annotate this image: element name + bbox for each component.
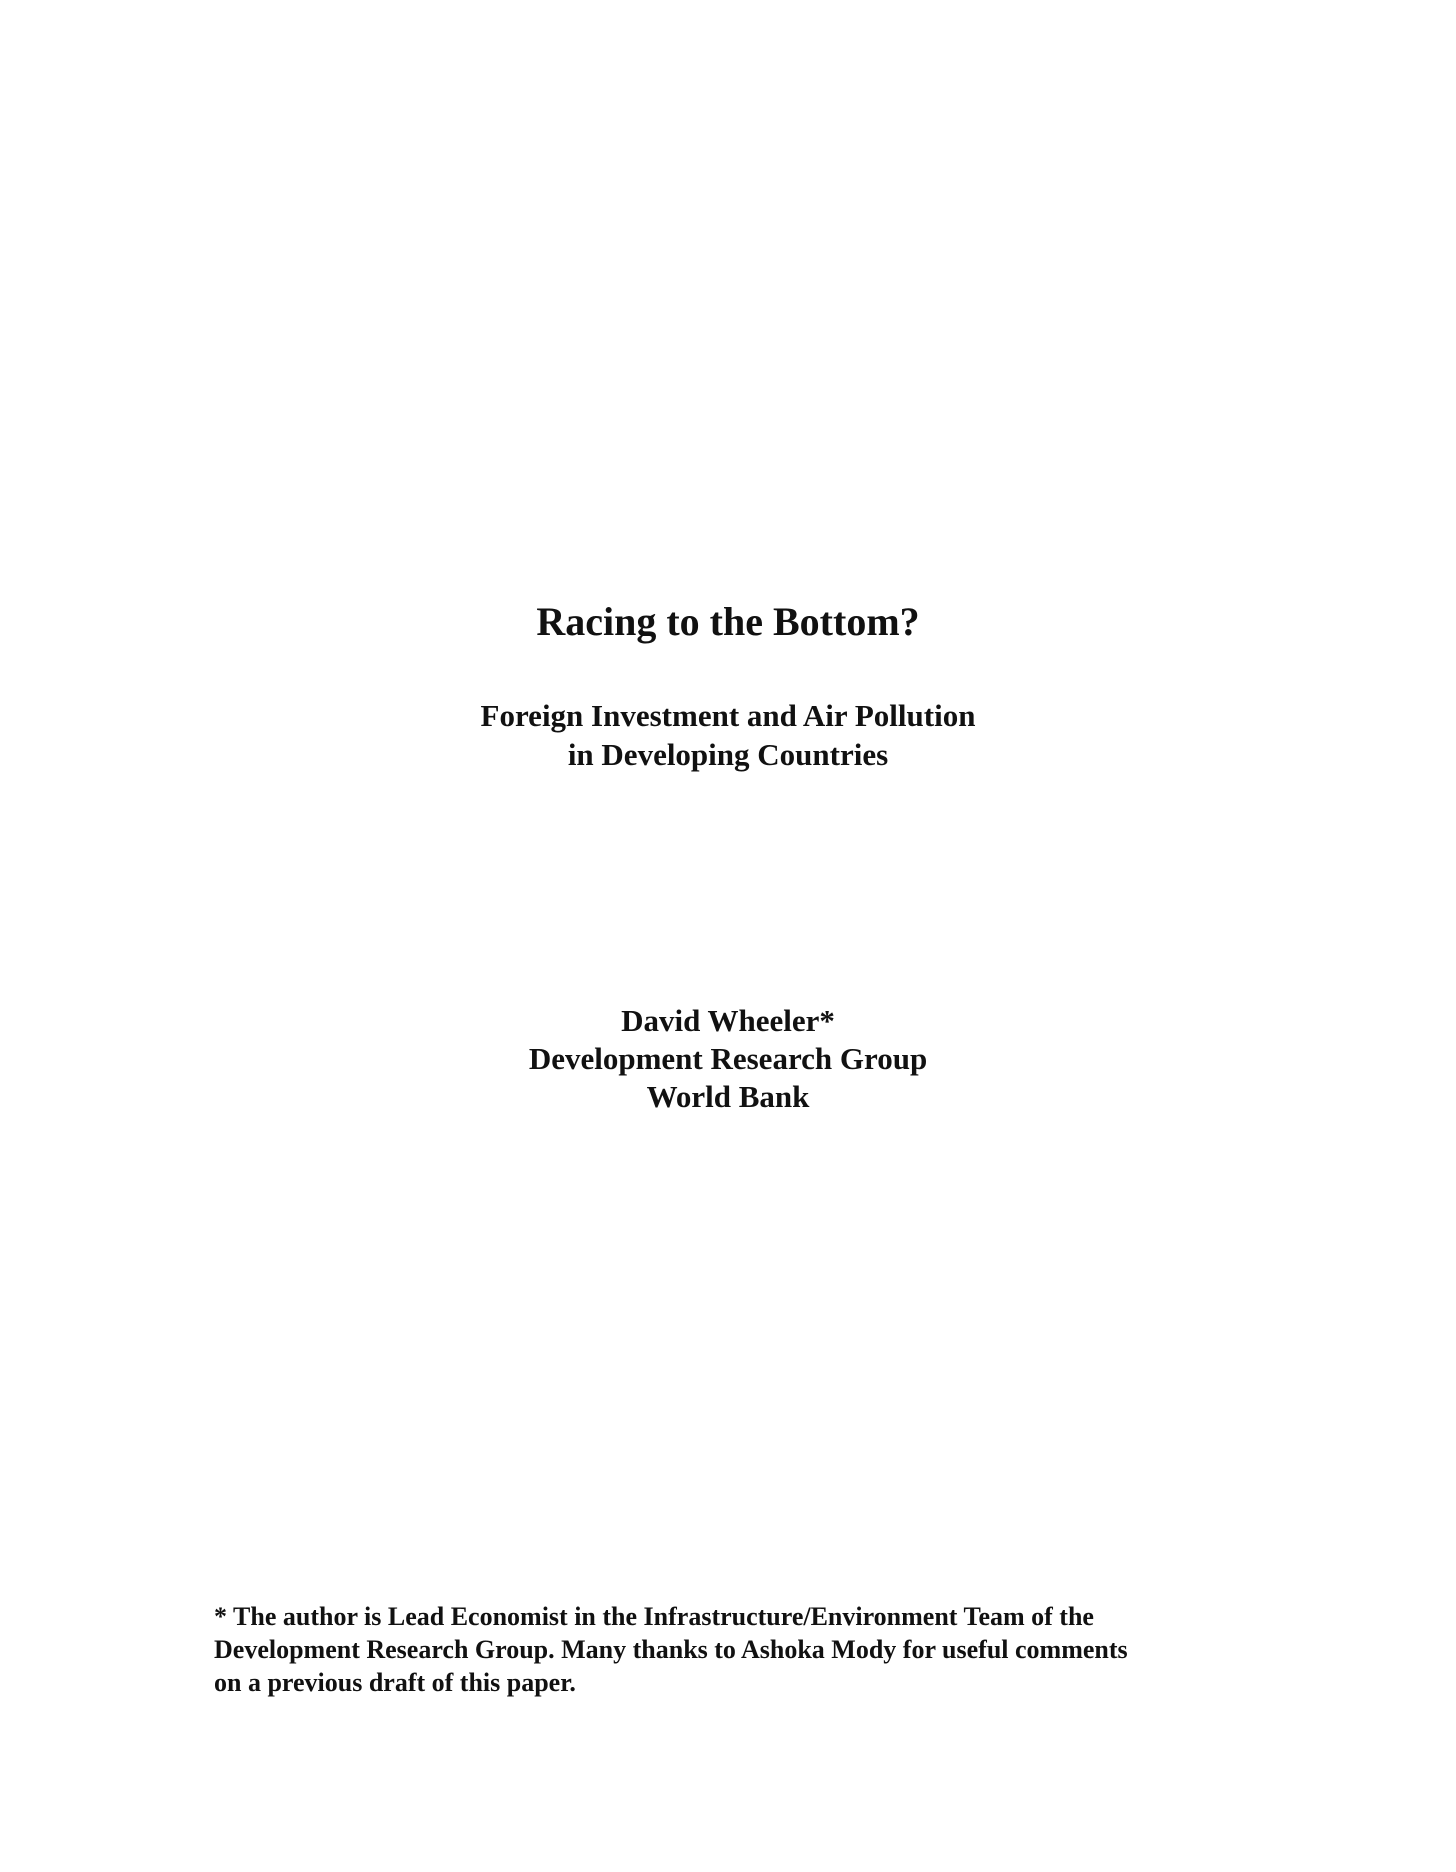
author-block bbox=[0, 1002, 1456, 1116]
author-group: Development Research Group bbox=[528, 1041, 928, 1076]
subtitle-line-1: Foreign Investment and Air Pollution bbox=[480, 698, 976, 733]
footnote-line-3: on a previous draft of this paper. bbox=[214, 1668, 576, 1697]
footnote-line-1: * The author is Lead Economist in the Infrastructure/Environment Team of the bbox=[214, 1602, 1094, 1631]
author-name: David Wheeler* bbox=[621, 1003, 835, 1038]
paper-subtitle bbox=[0, 696, 1456, 774]
paper-title bbox=[0, 598, 1456, 646]
author-institution: World Bank bbox=[646, 1079, 810, 1114]
paper-title-text: Racing to the Bottom? bbox=[536, 599, 920, 644]
author-footnote bbox=[214, 1600, 1254, 1699]
footnote-line-2: Development Research Group. Many thanks to Ashoka Mody for useful comments bbox=[214, 1635, 1128, 1664]
subtitle-line-2: in Developing Countries bbox=[567, 737, 889, 772]
